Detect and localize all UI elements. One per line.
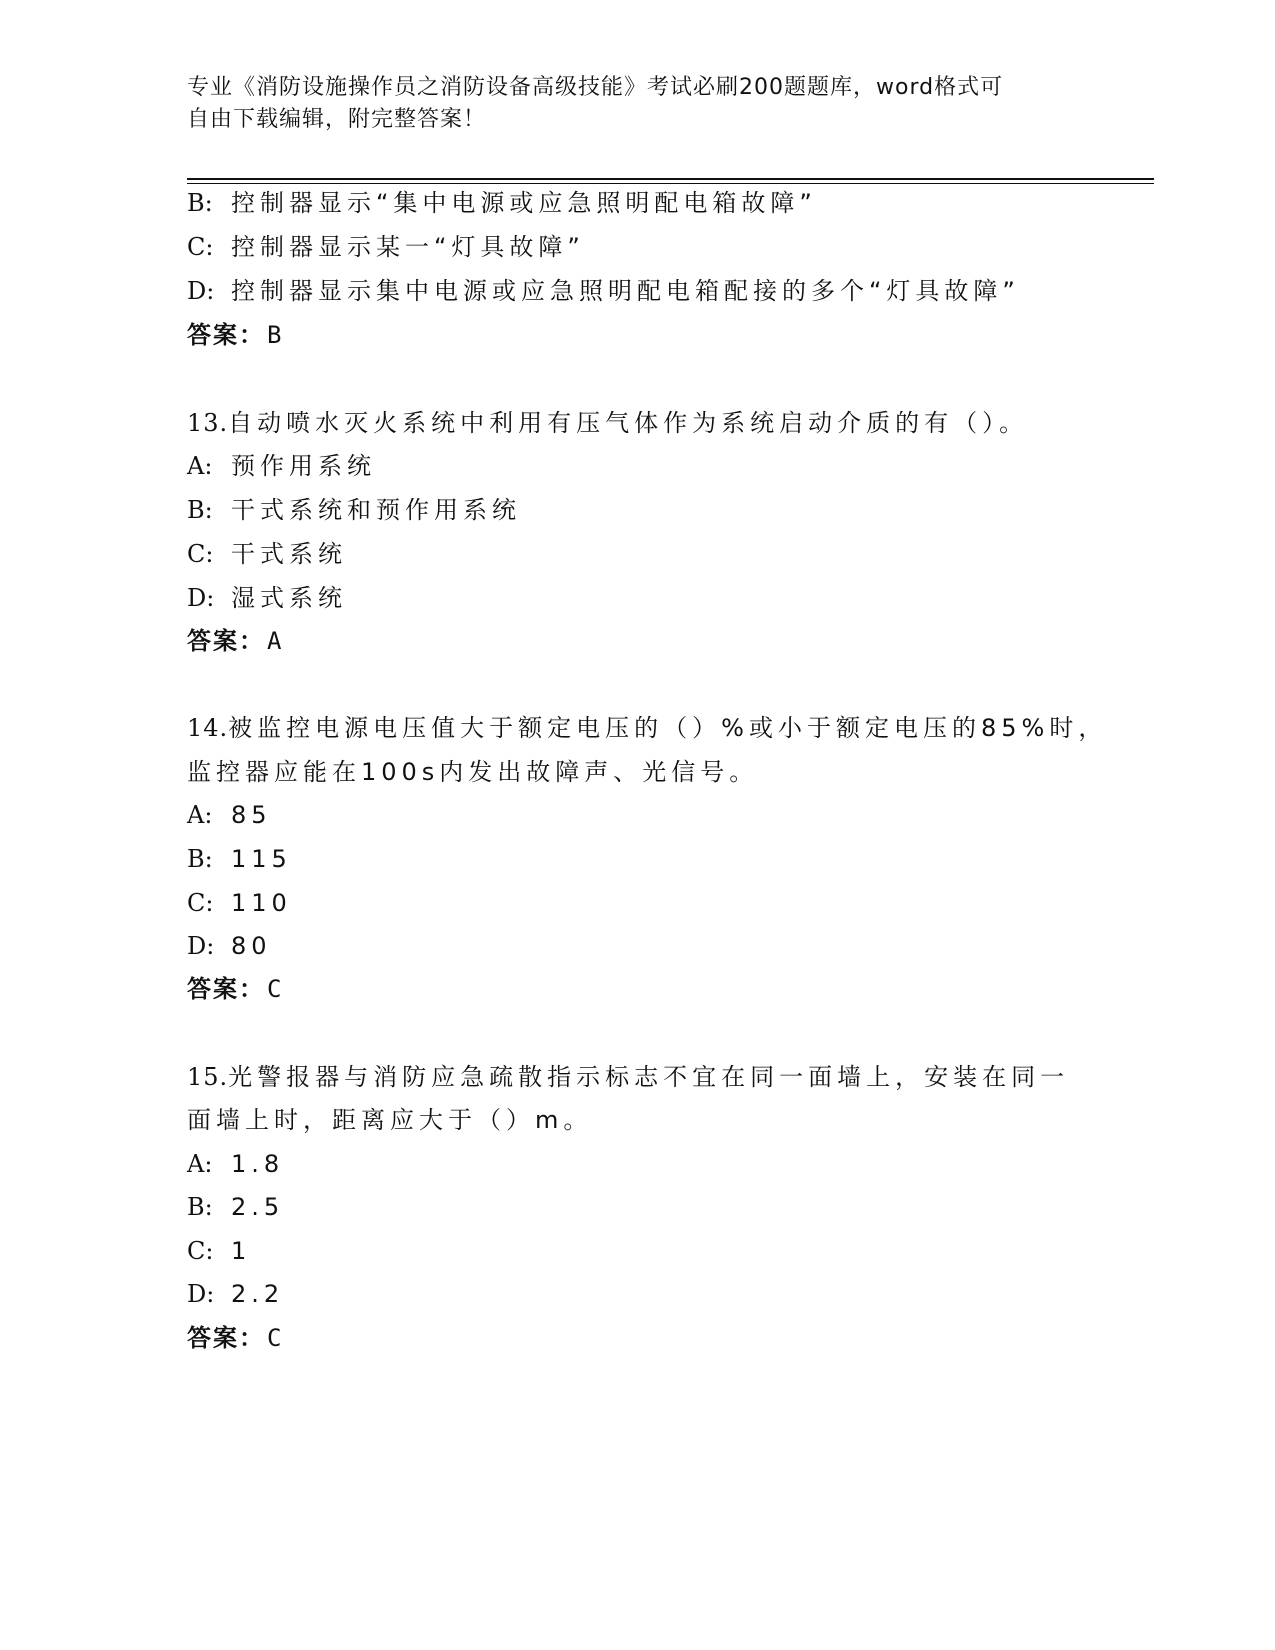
option-line: [187, 1147, 284, 1181]
option-line: [187, 230, 585, 264]
option-label: D:: [187, 277, 215, 305]
option-text: 2.5: [231, 1193, 285, 1221]
option-text: 干式系统: [231, 540, 347, 568]
answer-line: [187, 318, 283, 352]
question-text: 监控器应能在100s内发出故障声、光信号。: [187, 758, 759, 786]
option-text: 湿式系统: [231, 584, 347, 612]
answer-line: [187, 1321, 283, 1355]
answer-line: [187, 624, 283, 658]
option-label: A:: [187, 1150, 213, 1178]
answer-line: [187, 972, 283, 1006]
answer-label: 答案：: [187, 1324, 265, 1352]
answer-value: C: [267, 1324, 284, 1352]
option-text: 80: [231, 932, 272, 960]
option-text: 干式系统和预作用系统: [231, 496, 521, 524]
option-text: 预作用系统: [231, 452, 376, 480]
question-number: 14.: [187, 714, 229, 742]
answer-value: C: [267, 975, 284, 1003]
answer-value: B: [267, 321, 284, 349]
option-line: [187, 886, 292, 920]
question-text: 光警报器与消防应急疏散指示标志不宜在同一面墙上，安装在同一: [228, 1063, 1070, 1091]
question-number: 15.: [187, 1063, 229, 1091]
question-line: [187, 711, 1107, 745]
option-line: [187, 537, 347, 571]
option-line: [187, 842, 292, 876]
option-label: B:: [187, 1193, 213, 1221]
question-line: [187, 1060, 1069, 1094]
option-text: 115: [231, 845, 292, 873]
option-line: [187, 1190, 284, 1224]
option-label: B:: [187, 845, 213, 873]
option-label: C:: [187, 540, 214, 568]
option-text: 1: [231, 1237, 252, 1265]
header-rule-thin: [187, 183, 1154, 184]
question-number: 13.: [187, 409, 229, 437]
answer-label: 答案：: [187, 321, 265, 349]
question-text: 自动喷水灭火系统中利用有压气体作为系统启动介质的有（）。: [228, 409, 1029, 437]
answer-value: A: [267, 627, 284, 655]
option-text: 85: [231, 801, 272, 829]
question-line-continued: [187, 755, 758, 789]
option-text: 控制器显示集中电源或应急照明配电箱配接的多个“灯具故障”: [231, 277, 1020, 305]
option-label: D:: [187, 932, 215, 960]
option-text: 控制器显示某一“灯具故障”: [231, 233, 585, 261]
question-line-continued: [187, 1103, 592, 1137]
option-text: 1.8: [231, 1150, 285, 1178]
option-text: 2.2: [231, 1280, 285, 1308]
header-rule-thick: [187, 178, 1154, 180]
question-line: [187, 406, 1028, 440]
question-text: 被监控电源电压值大于额定电压的（）%或小于额定电压的85%时，: [228, 714, 1108, 742]
option-label: A:: [187, 801, 213, 829]
option-label: A:: [187, 452, 213, 480]
option-label: C:: [187, 889, 214, 917]
option-label: D:: [187, 584, 215, 612]
option-label: C:: [187, 1237, 214, 1265]
option-text: 控制器显示“集中电源或应急照明配电箱故障”: [231, 189, 817, 217]
option-label: C:: [187, 233, 214, 261]
answer-label: 答案：: [187, 975, 265, 1003]
document-header: 专业《消防设施操作员之消防设备高级技能》考试必刷200题题库，word格式可 自由下载编辑，附完整答案！: [187, 75, 1004, 132]
option-label: D:: [187, 1280, 215, 1308]
option-text: 110: [231, 889, 292, 917]
option-line: [187, 186, 817, 220]
option-label: B:: [187, 189, 213, 217]
option-label: B:: [187, 496, 213, 524]
option-line: [187, 798, 272, 832]
option-line: [187, 493, 521, 527]
answer-label: 答案：: [187, 627, 265, 655]
option-line: [187, 929, 272, 963]
question-text: 面墙上时，距离应大于（）m。: [187, 1106, 593, 1134]
option-line: [187, 1234, 251, 1268]
option-line: [187, 449, 376, 483]
option-line: [187, 1277, 284, 1311]
option-line: [187, 581, 347, 615]
option-line: [187, 274, 1020, 308]
